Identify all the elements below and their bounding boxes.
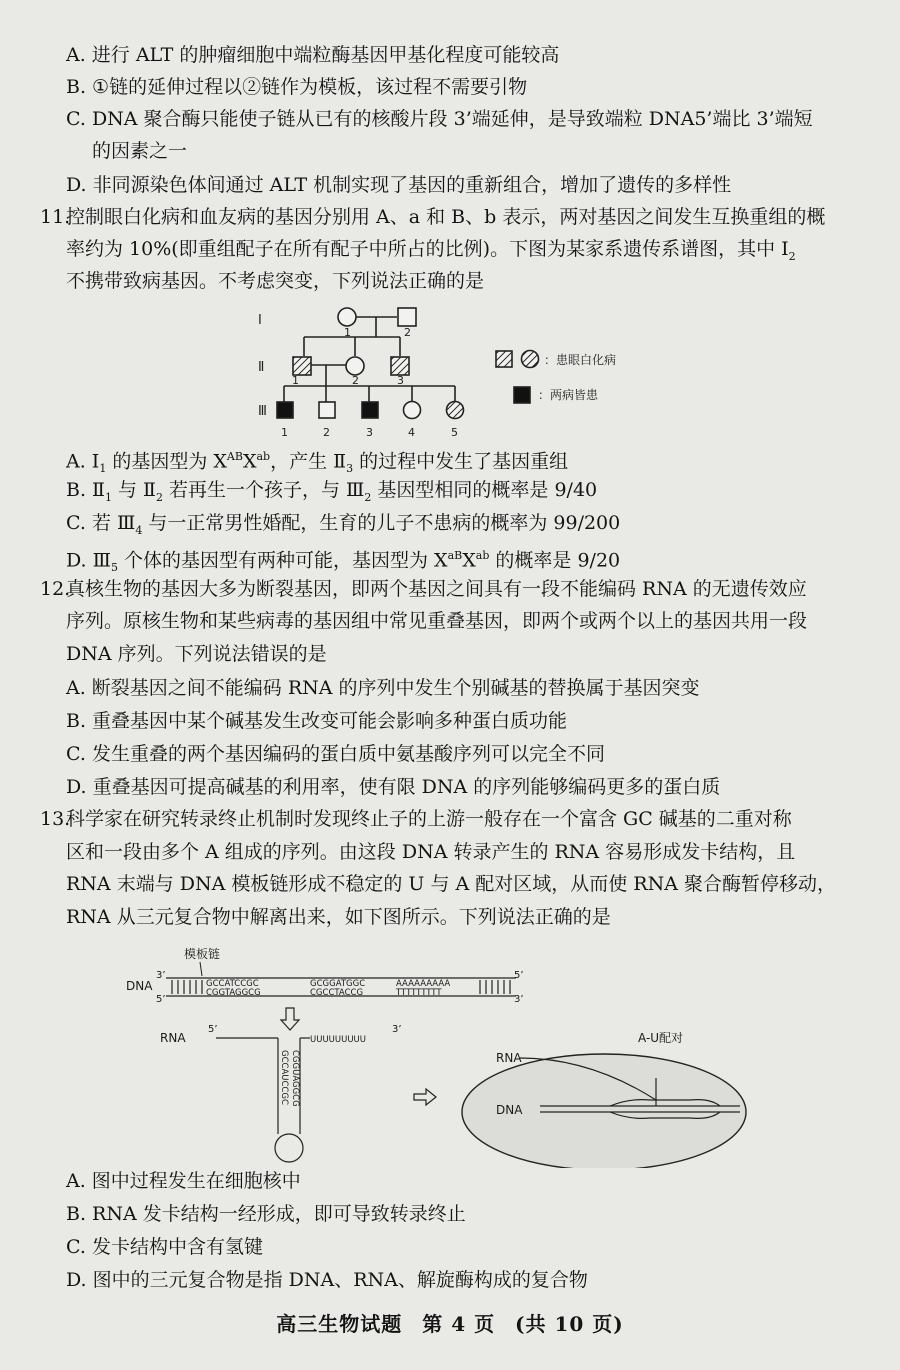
gen-label-1: Ⅰ [258, 313, 262, 328]
svg-text:1: 1 [281, 426, 288, 439]
exam-title: 高三生物试题 [276, 1312, 403, 1336]
page-footer [0, 1308, 900, 1337]
q13-stem-line3: RNA 末端与 DNA 模板链形成不稳定的 U 与 A 配对区域，从而使 RNA 聚合酶暂停移动， [66, 873, 836, 895]
q12-option-b: B. 重叠基因中某个碱基发生改变可能会影响多种蛋白质功能 [66, 710, 568, 732]
q11-number: 11. [40, 206, 71, 228]
svg-text:3’: 3’ [514, 994, 524, 1005]
svg-text:3’: 3’ [392, 1024, 402, 1035]
q10-option-c: C. DNA 聚合酶只能使子链从已有的核酸片段 3’端延伸，是导致端粒 DNA5’端比 3’端短 [66, 108, 813, 130]
q10-option-d: D. 非同源染色体间通过 ALT 机制实现了基因的重新组合，增加了遗传的多样性 [66, 174, 732, 196]
q13-number: 13. [40, 808, 71, 830]
svg-text:4: 4 [408, 426, 415, 439]
svg-text:3: 3 [397, 374, 404, 387]
svg-text:5’: 5’ [208, 1024, 218, 1035]
q12-option-d: D. 重叠基因可提高碱基的利用率，使有限 DNA 的序列能够编码更多的蛋白质 [66, 776, 721, 798]
svg-text:GCCAUCCGC: GCCAUCCGC [279, 1050, 289, 1105]
svg-text:AAAAAAAAA: AAAAAAAAA [396, 979, 451, 989]
total-pages: (共 10 页) [515, 1312, 624, 1336]
q11-stem-line1: 11.控制眼白化病和血友病的基因分别用 A、a 和 B、b 表示，两对基因之间发生互换重组的概 [40, 206, 826, 228]
q11-option-d: D. $Ⅲ_5$ 个体的基因型有两种可能，基因型为 $X^{aB}X^{ab}$ 的概率是 9/20 [66, 549, 621, 575]
q13-option-b: B. RNA 发卡结构一经形成，即可导致转录终止 [66, 1203, 466, 1225]
svg-text:3’: 3’ [156, 970, 166, 981]
legend-albinism: ：患眼白化病 [544, 353, 617, 367]
q10-option-a: A. 进行 ALT 的肿瘤细胞中端粒酶基因甲基化程度可能较高 [66, 44, 560, 66]
svg-text:CGGUAGGCG: CGGUAGGCG [290, 1050, 300, 1107]
q13-option-d: D. 图中的三元复合物是指 DNA、RNA、解旋酶构成的复合物 [66, 1269, 588, 1291]
q11-stem-line3: 不携带致病基因。不考虑突变，下列说法正确的是 [66, 270, 485, 292]
q10-option-b: B. ①链的延伸过程以②链作为模板，该过程不需要引物 [66, 76, 528, 98]
q13-stem-line2: 区和一段由多个 A 组成的序列。由这段 DNA 转录产生的 RNA 容易形成发卡结构，且 [66, 841, 796, 863]
q11-stem-line2: 率约为 10%(即重组配子在所有配子中所占的比例)。下图为某家系遗传系谱图，其中 $Ⅰ_2$ [66, 238, 796, 263]
svg-text:CGCCTACCG: CGCCTACCG [310, 988, 364, 998]
pedigree-chart [240, 298, 660, 444]
q12-stem-line2: 序列。原核生物和某些病毒的基因组中常见重叠基因，即两个或两个以上的基因共用一段 [66, 610, 808, 632]
svg-text:UUUUUUUUU: UUUUUUUUU [310, 1035, 366, 1045]
q12-stem-line3: DNA 序列。下列说法错误的是 [66, 643, 327, 665]
page-number: 第 4 页 [422, 1312, 496, 1336]
q12-stem-line1: 12.真核生物的基因大多为断裂基因，即两个基因之间具有一段不能编码 RNA 的无遗传效应 [40, 578, 807, 600]
legend-both-diseases: ：两病皆患 [538, 388, 599, 402]
svg-text:3: 3 [366, 426, 373, 439]
svg-text:2: 2 [352, 374, 359, 387]
q11-option-a: A. $Ⅰ_1$ 的基因型为 $X^{AB}X^{ab}$，产生 $Ⅱ_3$ 的过程中发生了基因重组 [66, 450, 569, 476]
dna-label-complex: DNA [496, 1103, 523, 1117]
gen-label-2: Ⅱ [258, 360, 265, 375]
svg-text:GCGGATGGC: GCGGATGGC [310, 979, 366, 989]
q11-option-c: C. 若 $Ⅲ_4$ 与一正常男性婚配，生育的儿子不患病的概率为 99/200 [66, 512, 621, 537]
svg-text:5’: 5’ [156, 994, 166, 1005]
svg-text:2: 2 [323, 426, 330, 439]
q10-option-c-cont: 的因素之一 [92, 140, 188, 162]
q13-option-c: C. 发卡结构中含有氢键 [66, 1236, 263, 1258]
gen-label-3: Ⅲ [258, 404, 267, 419]
svg-text:5’: 5’ [514, 970, 524, 981]
template-strand-label: 模板链 [184, 947, 221, 961]
q11-option-b: B. $Ⅱ_1$ 与 $Ⅱ_2$ 若再生一个孩子，与 $Ⅲ_2$ 基因型相同的概率是 9/40 [66, 479, 598, 504]
svg-text:1: 1 [292, 374, 299, 387]
q12-number: 12. [40, 578, 71, 600]
transcription-termination-diagram [120, 938, 760, 1168]
q13-stem-line4: RNA 从三元复合物中解离出来，如下图所示。下列说法正确的是 [66, 906, 611, 928]
dna-label: DNA [126, 979, 153, 993]
q13-stem-line1: 13.科学家在研究转录终止机制时发现终止子的上游一般存在一个富含 GC 碱基的二重对称 [40, 808, 792, 830]
svg-text:1: 1 [344, 326, 351, 339]
svg-text:5: 5 [451, 426, 458, 439]
q12-option-c: C. 发生重叠的两个基因编码的蛋白质中氨基酸序列可以完全不同 [66, 743, 605, 765]
svg-text:GCCATCCGC: GCCATCCGC [206, 979, 259, 989]
rna-label: RNA [160, 1031, 186, 1045]
svg-text:TTTTTTTTT: TTTTTTTTT [396, 988, 442, 998]
q12-option-a: A. 断裂基因之间不能编码 RNA 的序列中发生个别碱基的替换属于基因突变 [66, 677, 700, 699]
svg-text:CGGTAGGCG: CGGTAGGCG [206, 988, 261, 998]
au-pairing-label: A-U配对 [638, 1031, 684, 1045]
rna-label-complex: RNA [496, 1051, 522, 1065]
svg-text:2: 2 [404, 326, 411, 339]
q13-option-a: A. 图中过程发生在细胞核中 [66, 1170, 301, 1192]
